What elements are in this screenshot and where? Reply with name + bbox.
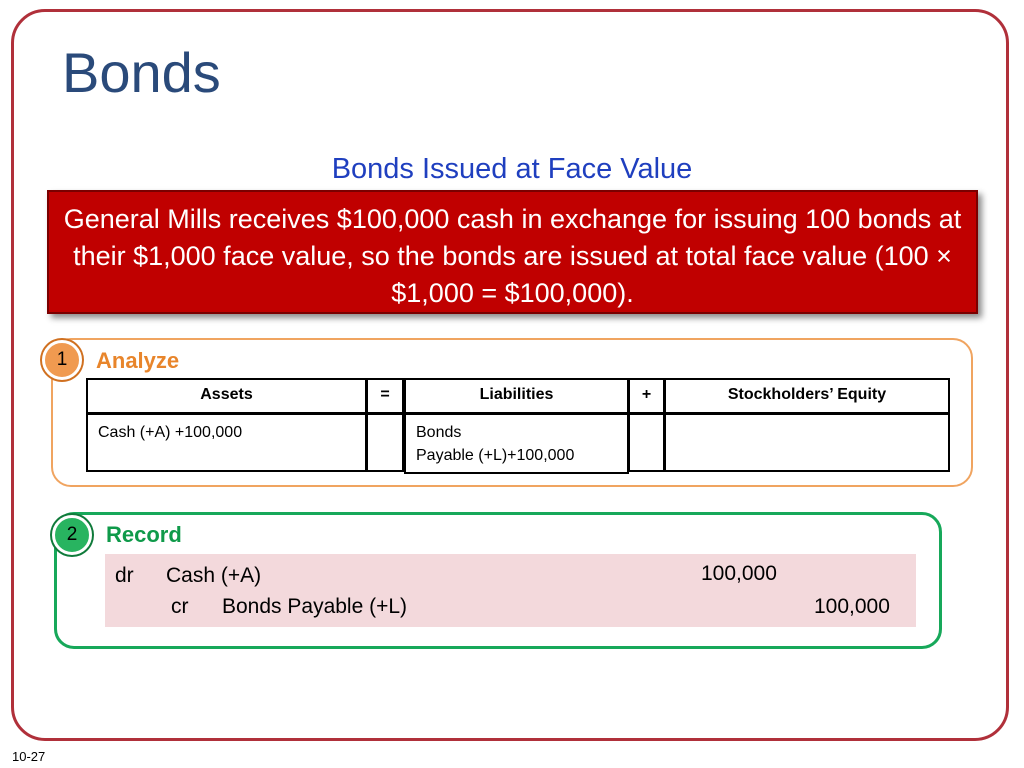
journal-entry [105, 554, 916, 627]
step-1-number: 1 [56, 349, 68, 370]
debit-account: Cash (+A) [166, 564, 262, 587]
liabilities-line-2: Payable (+L)+100,000 [416, 447, 575, 464]
record-label: Record [106, 522, 182, 547]
step-2-badge [52, 515, 92, 555]
equals-spacer-cell [366, 413, 404, 472]
equity-cell [664, 413, 950, 472]
scenario-text: General Mills receives $100,000 cash in exchange for issuing 100 bonds at their $1,000 face value, so the bonds are issued at total face value (100 × $1,000 = $100,000). [63, 204, 962, 308]
analyze-label: Analyze [96, 348, 180, 373]
credit-amount: 100,000 [814, 595, 890, 618]
slide-title: Bonds [62, 41, 221, 104]
slide-subtitle: Bonds Issued at Face Value [331, 153, 693, 185]
page-number: 10-27 [12, 749, 46, 764]
liabilities-line-1: Bonds [416, 424, 462, 441]
equals-sign: = [366, 378, 404, 414]
credit-side-label: cr [171, 595, 189, 618]
debit-amount: 100,000 [701, 562, 777, 585]
plus-sign: + [628, 378, 665, 414]
assets-header: Assets [86, 378, 367, 414]
assets-cell: Cash (+A) +100,000 [86, 413, 367, 472]
scenario-banner [47, 190, 978, 314]
debit-side-label: dr [115, 564, 134, 587]
equity-header: Stockholders’ Equity [664, 378, 950, 414]
credit-account: Bonds Payable (+L) [222, 595, 408, 618]
step-2-number: 2 [66, 524, 78, 545]
plus-spacer-cell [628, 413, 665, 472]
step-1-badge [42, 340, 82, 380]
liabilities-cell [404, 413, 629, 474]
liabilities-header: Liabilities [404, 378, 629, 414]
